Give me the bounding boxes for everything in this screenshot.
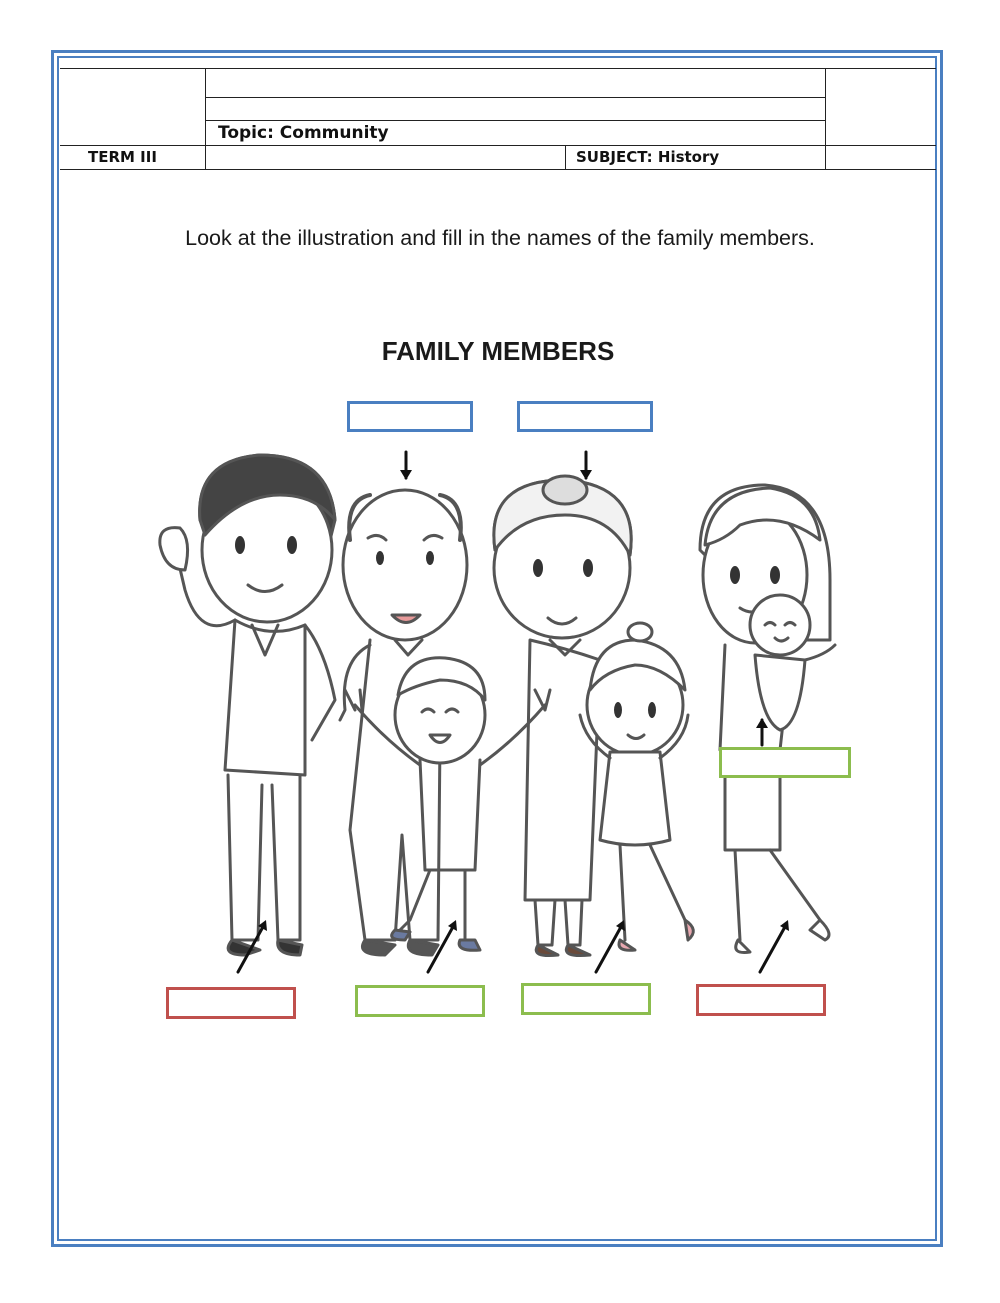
family-illustration <box>140 440 860 970</box>
answer-box-grandfather[interactable] <box>347 401 473 432</box>
worksheet-title: FAMILY MEMBERS <box>381 336 615 366</box>
brother-figure <box>345 658 550 950</box>
answer-box-baby[interactable] <box>719 747 851 778</box>
answer-box-mother[interactable] <box>696 984 826 1016</box>
answer-box-father[interactable] <box>166 987 296 1019</box>
instruction-text: Look at the illustration and fill in the names of the family members. <box>185 226 815 250</box>
term-label: TERM III <box>88 148 157 166</box>
answer-box-brother[interactable] <box>355 985 485 1017</box>
answer-box-grandmother[interactable] <box>517 401 653 432</box>
father-figure <box>160 455 335 955</box>
mother-figure <box>700 485 835 953</box>
subject-label: SUBJECT: History <box>576 148 720 166</box>
answer-box-sister[interactable] <box>521 983 651 1015</box>
sister-figure <box>580 623 693 950</box>
topic-label: Topic: Community <box>218 123 389 143</box>
